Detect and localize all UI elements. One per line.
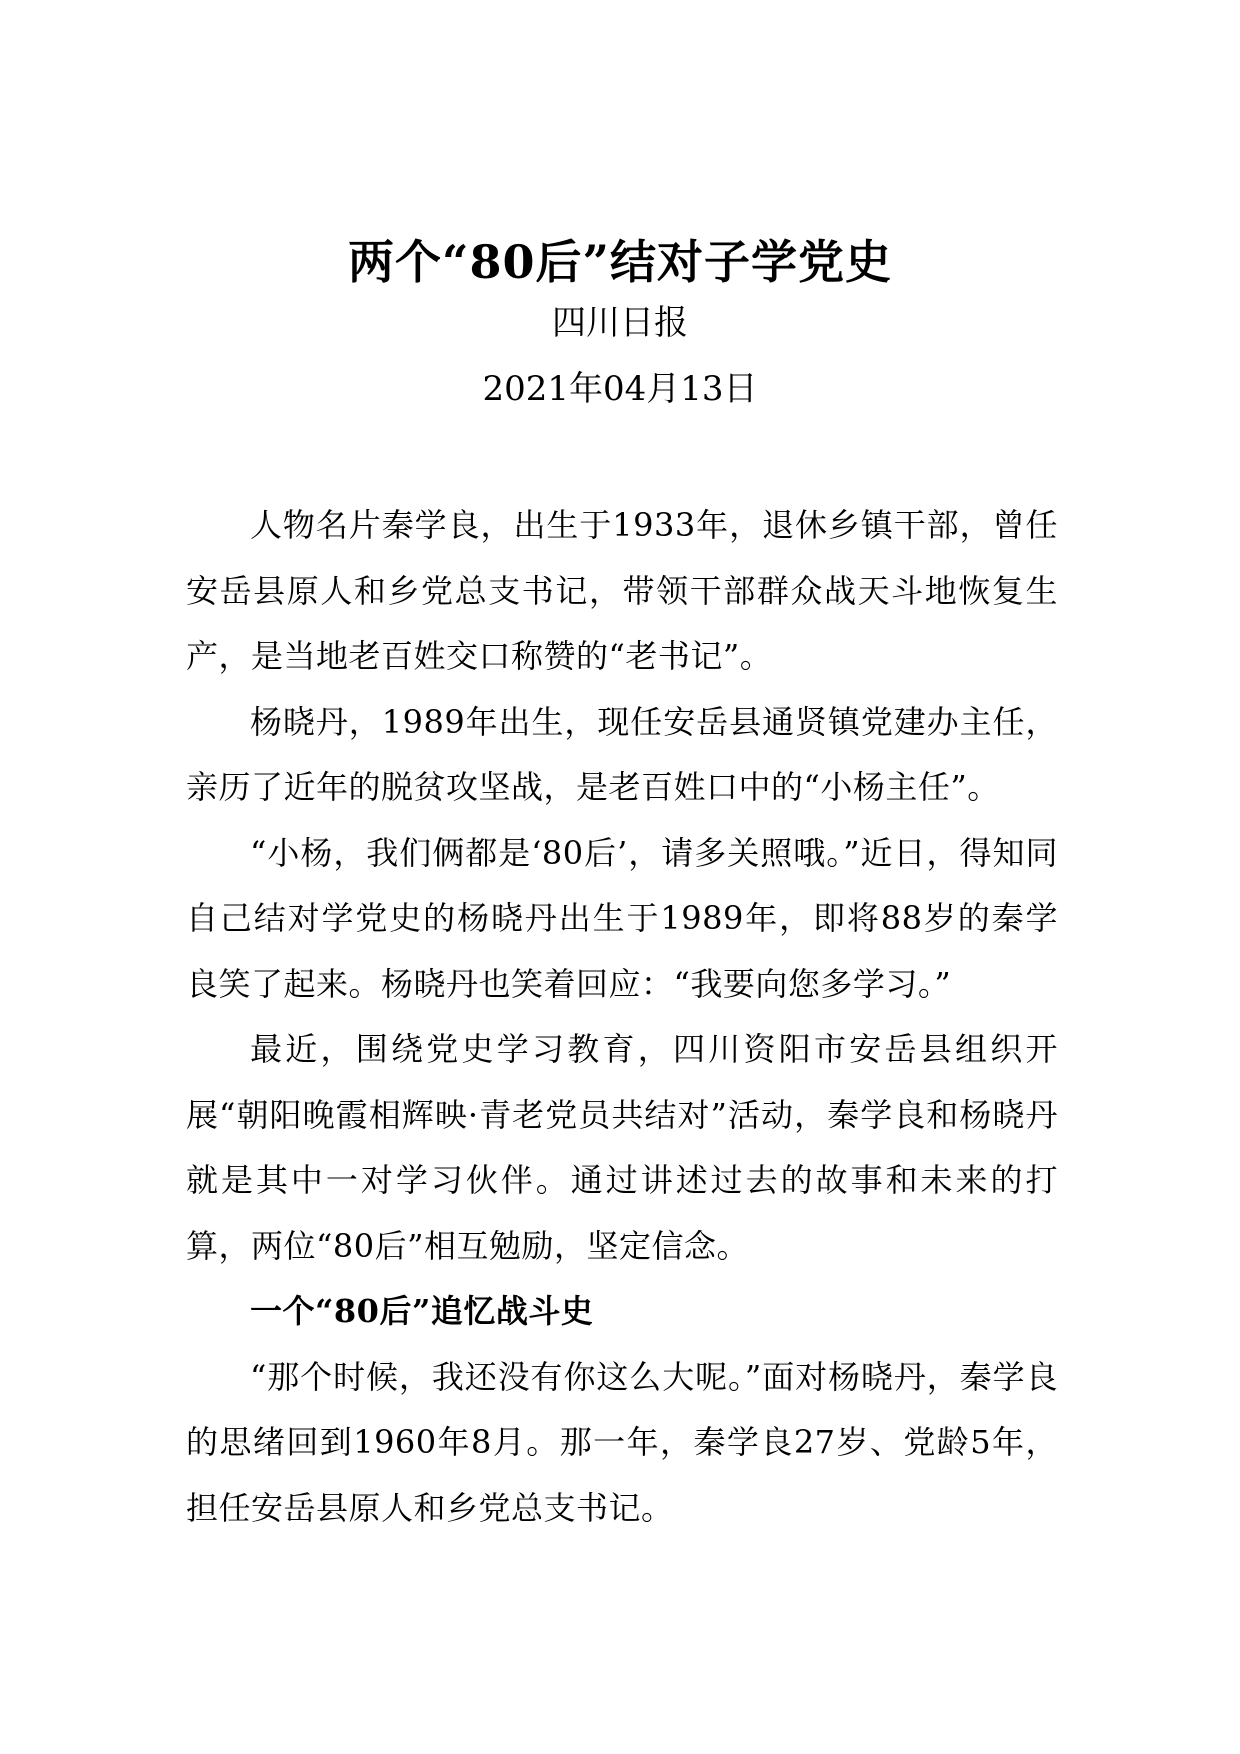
article-source: 四川日报 — [552, 303, 688, 343]
article-title: 两个“80后”结对子学党史 — [348, 235, 892, 289]
paragraph-greeting: “小杨，我们俩都是‘80后’，请多关照哦。”近日，得知同自己结对学党史的杨晓丹出生于1989年，即将88岁的秦学良笑了起来。杨晓丹也笑着回应：“我要向您多学习。” — [186, 833, 1058, 1003]
article-date: 2021年04月13日 — [482, 369, 758, 409]
article-body — [186, 493, 1058, 1541]
paragraph-activity: 最近，围绕党史学习教育，四川资阳市安岳县组织开展“朝阳晚霞相辉映·青老党员共结对”活动，秦学良和杨晓丹就是其中一对学习伙伴。通过讲述过去的故事和未来的打算，两位“80后”相互勉励，坚定信念。 — [186, 1030, 1058, 1265]
section-heading: 一个“80后”追忆战斗史 — [250, 1292, 594, 1330]
paragraph-profile-yang: 杨晓丹，1989年出生，现任安岳县通贤镇党建办主任，亲历了近年的脱贫攻坚战，是老百姓口中的“小杨主任”。 — [186, 702, 1058, 806]
paragraph-memory: “那个时候，我还没有你这么大呢。”面对杨晓丹，秦学良的思绪回到1960年8月。那一年，秦学良27岁、党龄5年，担任安岳县原人和乡党总支书记。 — [186, 1357, 1058, 1527]
paragraph-profile-qin: 人物名片秦学良，出生于1933年，退休乡镇干部，曾任安岳县原人和乡党总支书记，带领干部群众战天斗地恢复生产，是当地老百姓交口称赞的“老书记”。 — [186, 506, 1058, 675]
